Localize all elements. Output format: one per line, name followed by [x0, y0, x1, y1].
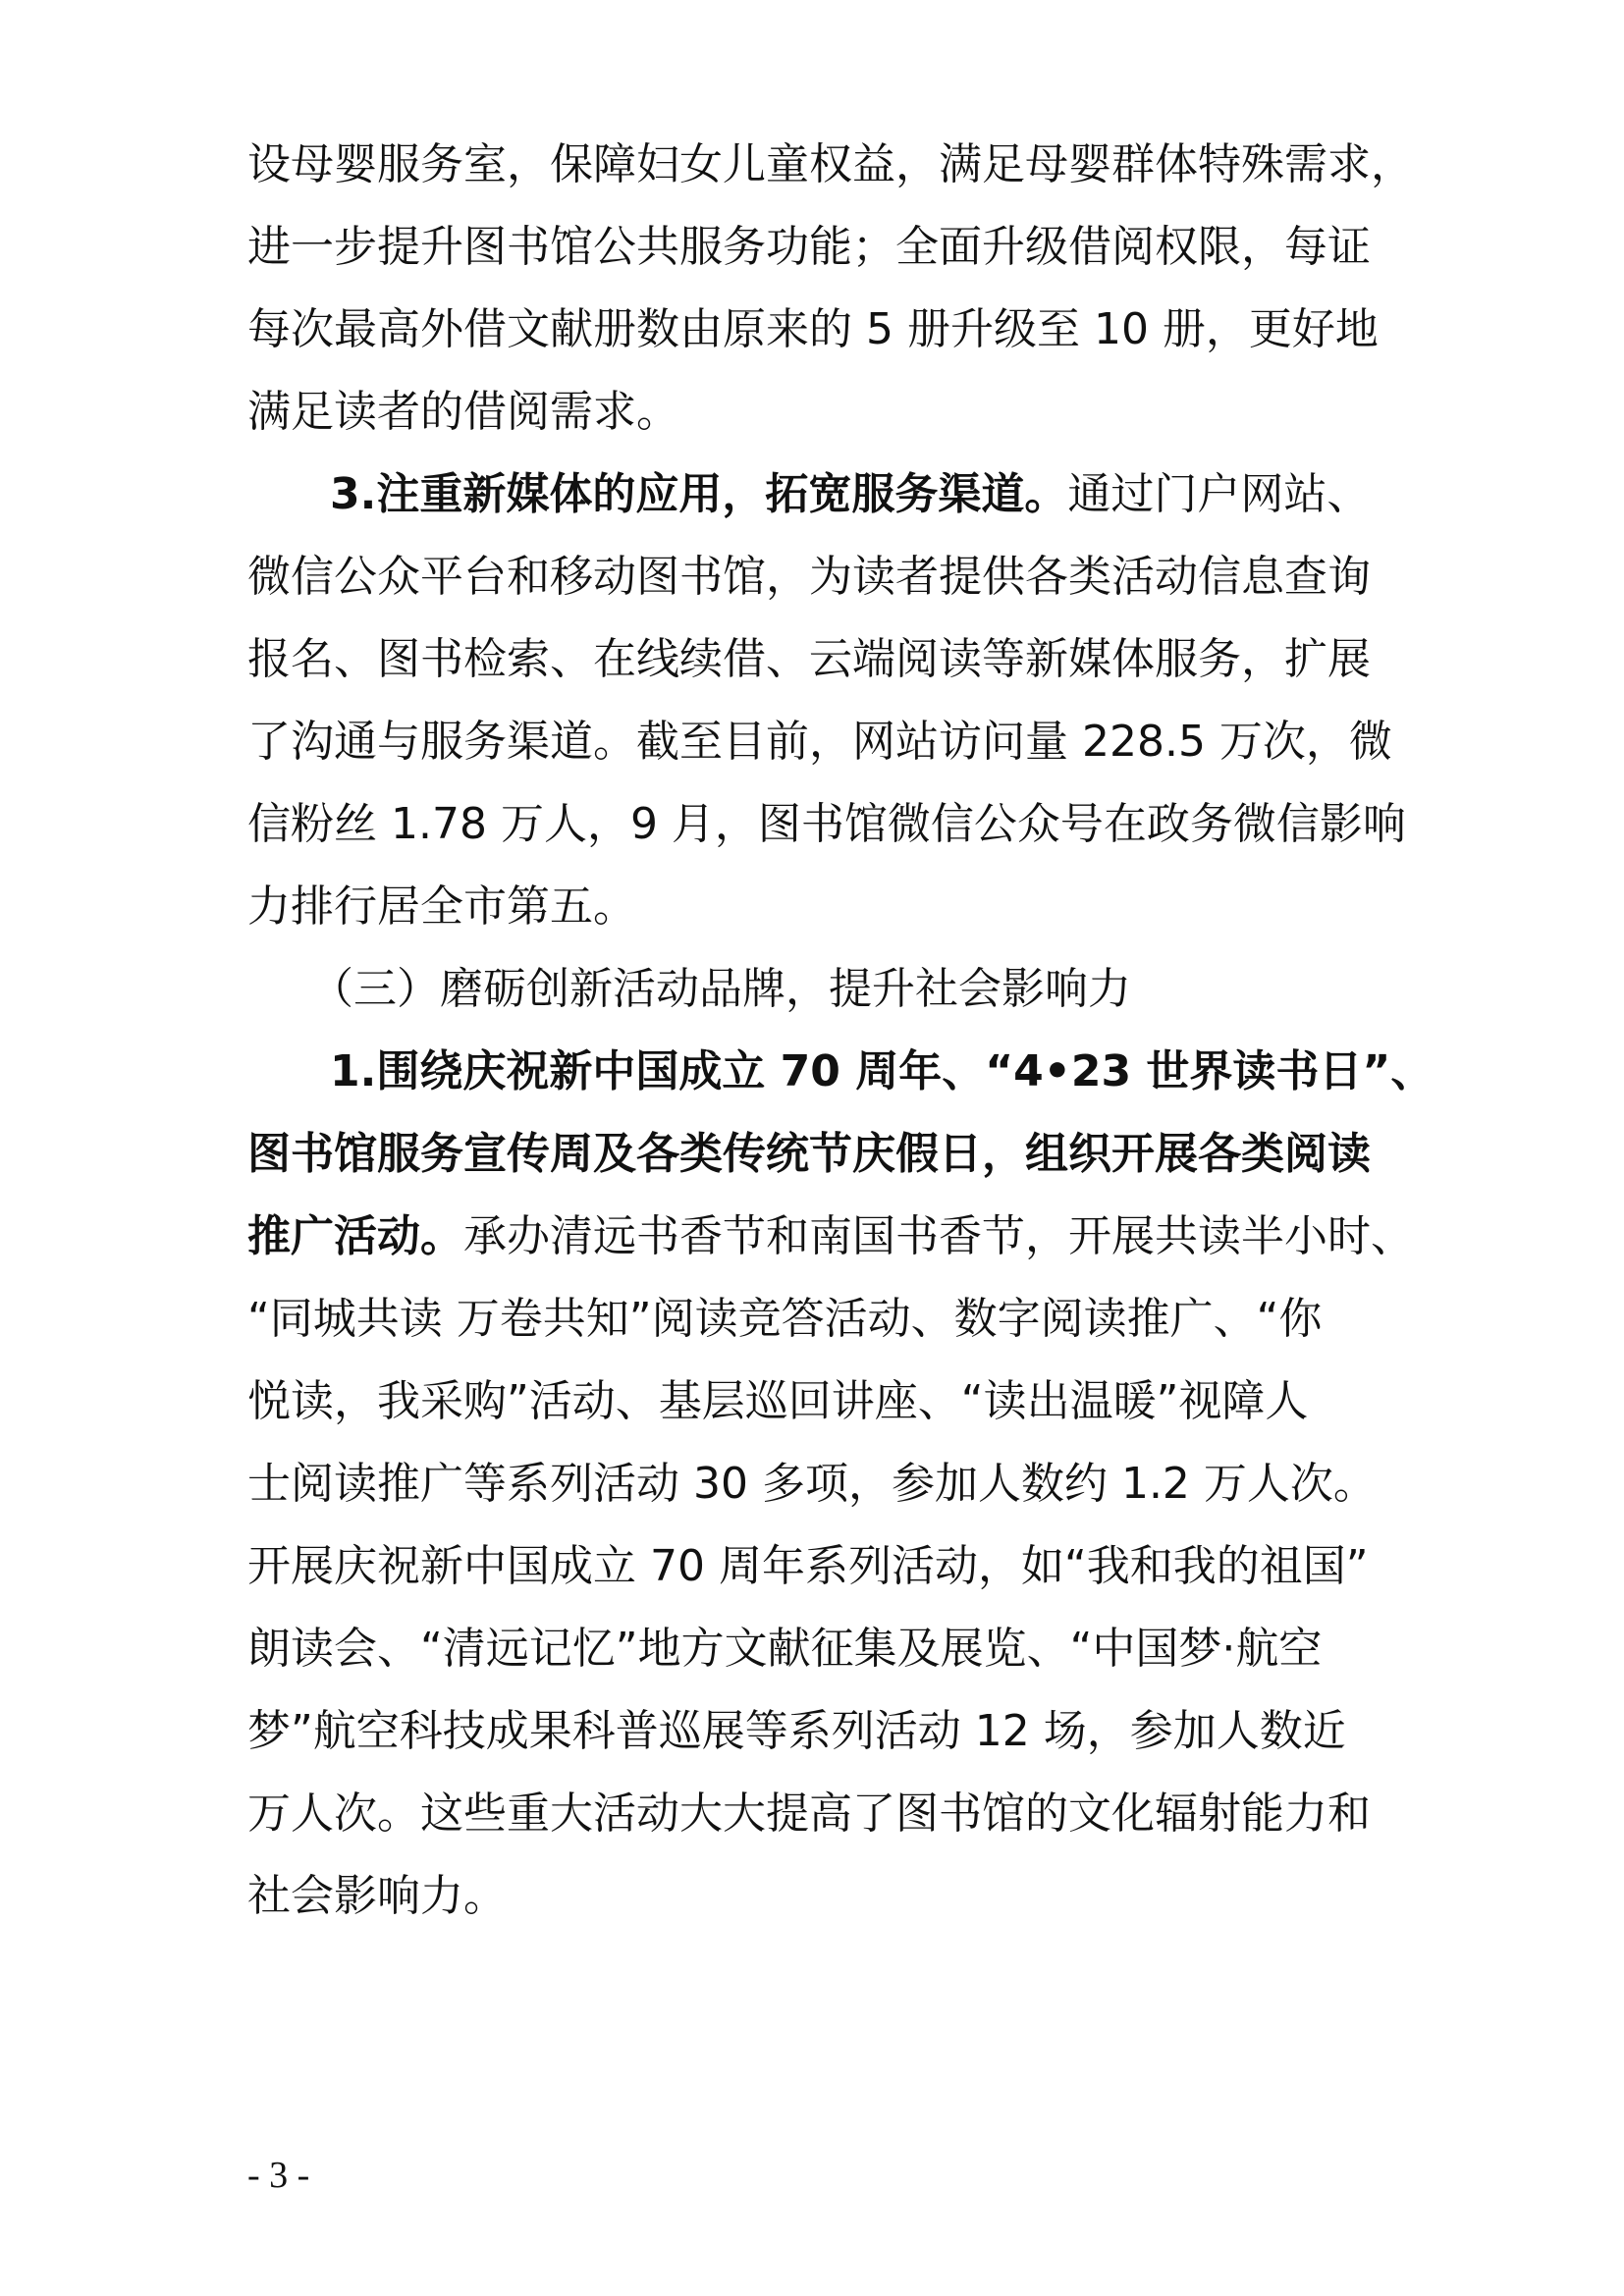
section-heading: （三）磨砺创新活动品牌，提升社会影响力 [310, 964, 1131, 1014]
text-line: 士阅读推广等系列活动 30 多项，参加人数约 1.2 万人次。 [247, 1459, 1377, 1509]
text-line: 信粉丝 1.78 万人，9 月，图书馆微信公众号在政务微信影响 [247, 799, 1406, 849]
text-line: 满足读者的借阅需求。 [247, 387, 679, 437]
text-line: 每次最高外借文献册数由原来的 5 册升级至 10 册，更好地 [247, 304, 1379, 354]
text-line: 设母婴服务室，保障妇女儿童权益，满足母婴群体特殊需求， [247, 139, 1414, 189]
text-run: 承办清远书香节和南国书香节，开展共读半小时、 [463, 1211, 1414, 1261]
bold-heading: 3.注重新媒体的应用，拓宽服务渠道。 [330, 469, 1068, 519]
page-number: - 3 - [247, 2155, 310, 2196]
bold-heading-line: 图书馆服务宣传周及各类传统节庆假日，组织开展各类阅读 [247, 1129, 1371, 1179]
text-line: 力排行居全市第五。 [247, 881, 636, 932]
text-line: 报名、图书检索、在线续借、云端阅读等新媒体服务，扩展 [247, 634, 1371, 684]
text-line: “同城共读 万卷共知”阅读竞答活动、数字阅读推广、“你 [247, 1294, 1323, 1344]
text-line: 悦读，我采购”活动、基层巡回讲座、“读出温暖”视障人 [247, 1376, 1309, 1426]
text-line: 微信公众平台和移动图书馆，为读者提供各类活动信息查询 [247, 552, 1371, 602]
text-run: 通过门户网站、 [1067, 469, 1371, 519]
bold-heading: 推广活动。 [247, 1211, 463, 1261]
text-line: 了沟通与服务渠道。截至目前，网站访问量 228.5 万次，微 [247, 717, 1392, 767]
bold-heading-line: 1.围绕庆祝新中国成立 70 周年、“4•23 世界读书日”、 [330, 1046, 1435, 1096]
text-line: 开展庆祝新中国成立 70 周年系列活动，如“我和我的祖国” [247, 1541, 1369, 1591]
text-line: 朗读会、“清远记忆”地方文献征集及展览、“中国梦·航空 [247, 1624, 1323, 1674]
subheading-line [247, 1207, 1414, 1266]
text-line: 万人次。这些重大活动大大提高了图书馆的文化辐射能力和 [247, 1789, 1371, 1839]
subheading-line [330, 465, 1370, 524]
text-line: 进一步提升图书馆公共服务功能；全面升级借阅权限，每证 [247, 222, 1371, 272]
text-line: 社会影响力。 [247, 1871, 507, 1921]
text-line: 梦”航空科技成果科普巡展等系列活动 12 场，参加人数近 [247, 1706, 1346, 1756]
